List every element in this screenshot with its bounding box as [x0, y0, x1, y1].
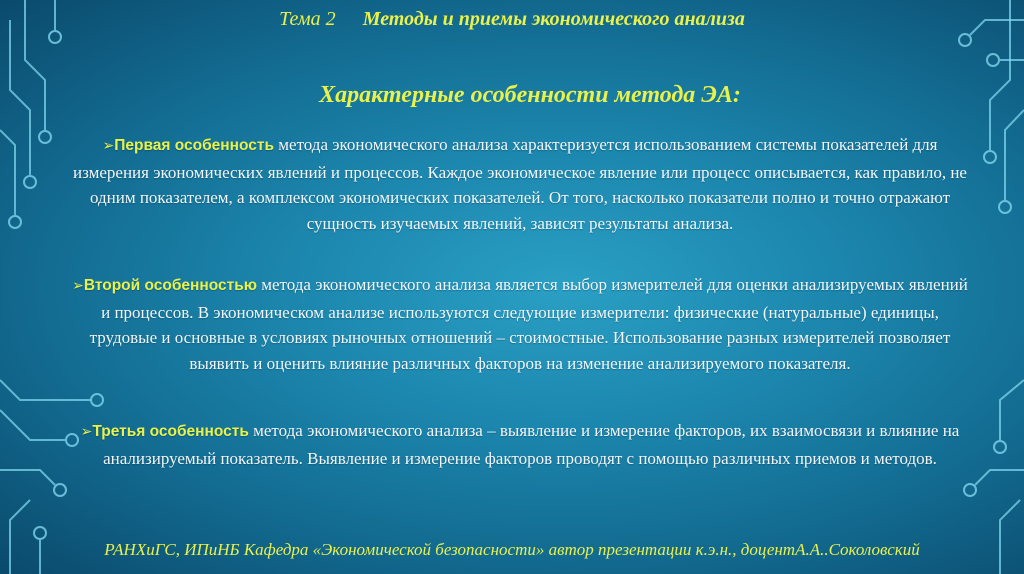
slide-heading: Характерные особенности метода ЭА: — [319, 82, 741, 108]
slide-footer: РАНХиГС, ИПиНБ Кафедра «Экономической безопасности» автор презентации к.э.н., доцентА.А..Соколовский — [104, 540, 920, 559]
point-text: метода экономического анализа – выявление и измерение факторов, их взаимосвязи и влияние на анализируемый показатель. Выявление и измерение факторов проводят с помощью различных приемов и методов. — [103, 421, 960, 468]
arrow-bullet-icon: ➢ — [80, 424, 93, 440]
arrow-bullet-icon: ➢ — [102, 138, 115, 154]
point-text: метода экономического анализа является выбор измерителей для оценки анализируемых явлений и процессов. В экономическом анализе используются следующие измерители: физические (натуральные) единицы, трудовые и основные в условиях рыночных отношений – стоимостные. Использование разных измерителей позволяет выявить и оценить влияние различных факторов на изменение анализируемого показателя. — [89, 275, 968, 373]
point-text: метода экономического анализа характеризуется использованием системы показателей для измерения экономических явлений и процессов. Каждое экономическое явление или процесс описывается, как правило, не одним показателем, а комплексом экономических показателей. От того, насколько показатели полно и точно отражают сущность изучаемых явлений, зависят результаты анализа. — [73, 135, 967, 233]
point-third — [70, 418, 970, 471]
arrow-bullet-icon: ➢ — [72, 278, 84, 294]
point-lead: Первая особенность — [114, 137, 275, 154]
point-lead: Третья особенность — [92, 423, 249, 440]
point-lead: Второй особенностью — [83, 277, 257, 294]
topic-number: Тема 2 — [279, 8, 336, 30]
slide-topic — [0, 8, 1024, 31]
point-second — [70, 272, 970, 376]
point-first — [70, 132, 970, 236]
topic-title: Методы и приемы экономического анализа — [362, 8, 745, 30]
